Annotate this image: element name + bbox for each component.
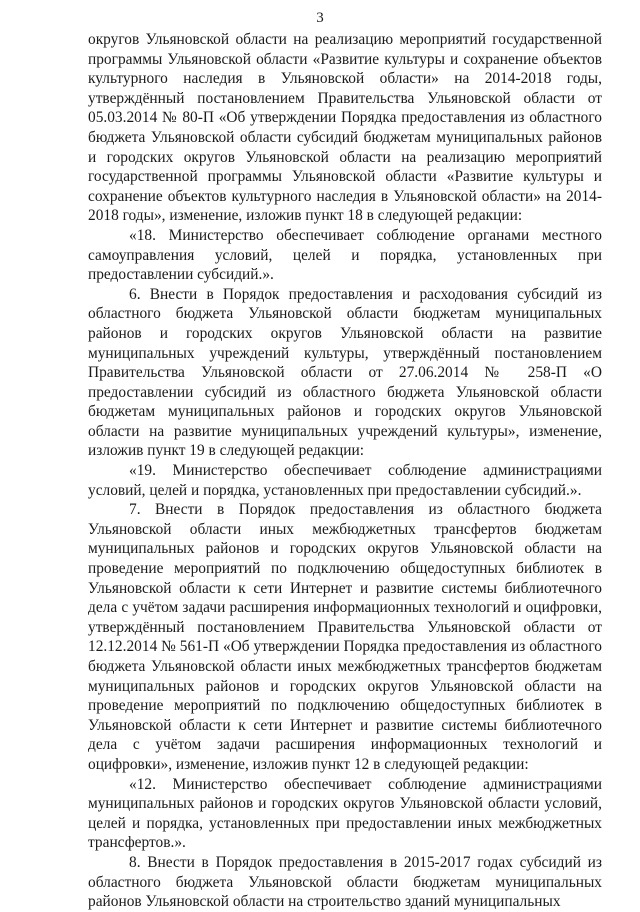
document-body bbox=[88, 30, 602, 912]
paragraph-item-6: 6. Внести в Порядок предоставления и расходования субсидий из областного бюджета Ульяновской области бюджетам муниципальных районов и городских округов Ульяновской области на развитие муниципальных учреждений культуры, утверждённый постановлением Правительства Ульяновской области от 27.06.2014 № 258-П «О предоставлении субсидий из областного бюджета Ульяновской области бюджетам муниципальных районов и городских округов Ульяновской области на развитие муниципальных учреждений культуры», изменение, изложив пункт 19 в следующей редакции: bbox=[88, 285, 602, 460]
paragraph-continuation: округов Ульяновской области на реализацию мероприятий государственной программы Ульяновской области «Развитие культуры и сохранение объектов культурного наследия в Ульяновской области» на 2014-2018 годы, утверждённый постановлением Правительства Ульяновской области от 05.03.2014 № 80-П «Об утверждении Порядка предоставления из областного бюджета Ульяновской области субсидий бюджетам муниципальных районов и городских округов Ульяновской области на реализацию мероприятий государственной программы Ульяновской области «Развитие культуры и сохранение объектов культурного наследия в Ульяновской области» на 2014-2018 годы», изменение, изложив пункт 18 в следующей редакции: bbox=[88, 31, 602, 225]
paragraph-clause-18: «18. Министерство обеспечивает соблюдение органами местного самоуправления условий, целей и порядка, установленных при предоставлении субсидий.». bbox=[88, 226, 602, 284]
paragraph-clause-19: «19. Министерство обеспечивает соблюдение администрациями условий, целей и порядка, установленных при предоставлении субсидий.». bbox=[88, 462, 602, 499]
page-number: 3 bbox=[316, 10, 324, 26]
paragraph-item-7: 7. Внести в Порядок предоставления из областного бюджета Ульяновской области иных межбюджетных трансфертов бюджетам муниципальных районов и городских округов Ульяновской области на проведение мероприятий по подключению общедоступных библиотек в Ульяновской области к сети Интернет и развитие системы библиотечного дела с учётом задачи расширения информационных технологий и оцифровки, утверждённый постановлением Правительства Ульяновской области от 12.12.2014 № 561-П «Об утверждении Порядка предоставления из областного бюджета Ульяновской области иных межбюджетных трансфертов бюджетам муниципальных районов и городских округов Ульяновской области на проведение мероприятий по подключению общедоступных библиотек в Ульяновской области к сети Интернет и развитие системы библиотечного дела с учётом задачи расширения информационных технологий и оцифровки», изменение, изложив пункт 12 в следующей редакции: bbox=[88, 501, 602, 773]
paragraph-item-8: 8. Внести в Порядок предоставления в 2015-2017 годах субсидий из областного бюджета Ульяновской области бюджетам муниципальных районов Ульяновской области на строительство зданий муниципальных bbox=[88, 853, 602, 911]
paragraph-clause-12: «12. Министерство обеспечивает соблюдение администрациями муниципальных районов и городских округов Ульяновской области условий, целей и порядка, установленных при предоставлении иных межбюджетных трансфертов.». bbox=[88, 775, 602, 852]
